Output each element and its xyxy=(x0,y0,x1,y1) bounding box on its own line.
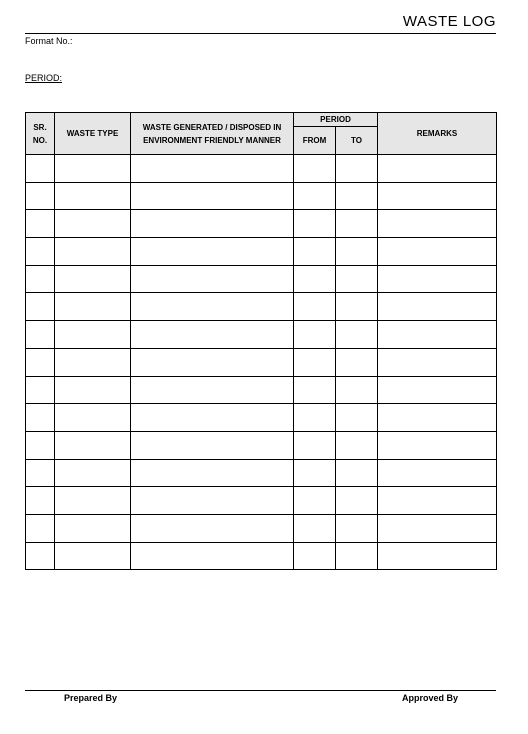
cell-waste-generated[interactable] xyxy=(131,238,294,266)
cell-to[interactable] xyxy=(336,431,378,459)
cell-sr-no[interactable] xyxy=(26,210,55,238)
cell-sr-no[interactable] xyxy=(26,155,55,183)
cell-to[interactable] xyxy=(336,376,378,404)
cell-waste-type[interactable] xyxy=(55,404,131,432)
table-row xyxy=(26,376,497,404)
cell-to[interactable] xyxy=(336,265,378,293)
cell-waste-type[interactable] xyxy=(55,265,131,293)
table-body xyxy=(26,155,497,570)
cell-sr-no[interactable] xyxy=(26,238,55,266)
cell-remarks[interactable] xyxy=(378,265,497,293)
cell-sr-no[interactable] xyxy=(26,514,55,542)
table-row xyxy=(26,348,497,376)
cell-remarks[interactable] xyxy=(378,376,497,404)
cell-waste-generated[interactable] xyxy=(131,404,294,432)
cell-to[interactable] xyxy=(336,348,378,376)
cell-remarks[interactable] xyxy=(378,348,497,376)
cell-sr-no[interactable] xyxy=(26,265,55,293)
cell-waste-generated[interactable] xyxy=(131,459,294,487)
cell-remarks[interactable] xyxy=(378,293,497,321)
cell-remarks[interactable] xyxy=(378,155,497,183)
cell-waste-type[interactable] xyxy=(55,293,131,321)
cell-remarks[interactable] xyxy=(378,238,497,266)
cell-to[interactable] xyxy=(336,238,378,266)
table-row xyxy=(26,265,497,293)
cell-from[interactable] xyxy=(294,265,336,293)
cell-waste-generated[interactable] xyxy=(131,321,294,349)
cell-sr-no[interactable] xyxy=(26,182,55,210)
cell-waste-type[interactable] xyxy=(55,348,131,376)
table-row xyxy=(26,210,497,238)
cell-remarks[interactable] xyxy=(378,431,497,459)
table-row xyxy=(26,321,497,349)
cell-from[interactable] xyxy=(294,238,336,266)
cell-from[interactable] xyxy=(294,293,336,321)
cell-from[interactable] xyxy=(294,155,336,183)
approved-by-label: Approved By xyxy=(401,693,458,703)
col-header-from: FROM xyxy=(294,127,336,155)
table-row xyxy=(26,487,497,515)
cell-waste-generated[interactable] xyxy=(131,210,294,238)
cell-remarks[interactable] xyxy=(378,542,497,570)
table-row xyxy=(26,293,497,321)
cell-sr-no[interactable] xyxy=(26,321,55,349)
cell-sr-no[interactable] xyxy=(26,459,55,487)
cell-waste-type[interactable] xyxy=(55,155,131,183)
cell-to[interactable] xyxy=(336,182,378,210)
cell-waste-generated[interactable] xyxy=(131,487,294,515)
cell-to[interactable] xyxy=(336,459,378,487)
cell-remarks[interactable] xyxy=(378,182,497,210)
prepared-by-label: Prepared By xyxy=(64,693,118,703)
cell-from[interactable] xyxy=(294,376,336,404)
cell-remarks[interactable] xyxy=(378,404,497,432)
cell-remarks[interactable] xyxy=(378,210,497,238)
col-header-waste-generated: WASTE GENERATED / DISPOSED IN ENVIRONMENT FRIENDLY MANNER xyxy=(131,113,294,155)
cell-waste-generated[interactable] xyxy=(131,514,294,542)
cell-waste-type[interactable] xyxy=(55,210,131,238)
cell-to[interactable] xyxy=(336,487,378,515)
cell-to[interactable] xyxy=(336,210,378,238)
cell-sr-no[interactable] xyxy=(26,431,55,459)
cell-to[interactable] xyxy=(336,293,378,321)
cell-to[interactable] xyxy=(336,514,378,542)
cell-waste-generated[interactable] xyxy=(131,182,294,210)
cell-from[interactable] xyxy=(294,321,336,349)
cell-to[interactable] xyxy=(336,155,378,183)
header-divider xyxy=(25,33,496,34)
cell-from[interactable] xyxy=(294,542,336,570)
col-header-period: PERIOD xyxy=(294,113,378,127)
format-no-label: Format No.: xyxy=(25,36,73,46)
cell-from[interactable] xyxy=(294,348,336,376)
cell-waste-type[interactable] xyxy=(55,238,131,266)
cell-waste-generated[interactable] xyxy=(131,348,294,376)
col-header-sr-no: SR. NO. xyxy=(26,113,55,155)
cell-sr-no[interactable] xyxy=(26,542,55,570)
table-row xyxy=(26,404,497,432)
cell-waste-type[interactable] xyxy=(55,431,131,459)
cell-waste-type[interactable] xyxy=(55,376,131,404)
cell-from[interactable] xyxy=(294,431,336,459)
table-row xyxy=(26,459,497,487)
page-title: WASTE LOG xyxy=(402,13,496,30)
table-row xyxy=(26,514,497,542)
cell-waste-type[interactable] xyxy=(55,542,131,570)
cell-sr-no[interactable] xyxy=(26,293,55,321)
period-label: PERIOD: xyxy=(25,73,63,83)
col-header-to: TO xyxy=(336,127,378,155)
cell-to[interactable] xyxy=(336,321,378,349)
cell-from[interactable] xyxy=(294,459,336,487)
cell-from[interactable] xyxy=(294,210,336,238)
cell-from[interactable] xyxy=(294,182,336,210)
cell-sr-no[interactable] xyxy=(26,376,55,404)
col-header-waste-type: WASTE TYPE xyxy=(55,113,131,155)
table-row xyxy=(26,238,497,266)
table-row xyxy=(26,431,497,459)
cell-from[interactable] xyxy=(294,487,336,515)
table-row xyxy=(26,182,497,210)
cell-from[interactable] xyxy=(294,514,336,542)
cell-waste-generated[interactable] xyxy=(131,376,294,404)
cell-remarks[interactable] xyxy=(378,321,497,349)
cell-waste-generated[interactable] xyxy=(131,542,294,570)
cell-remarks[interactable] xyxy=(378,514,497,542)
cell-sr-no[interactable] xyxy=(26,487,55,515)
cell-sr-no[interactable] xyxy=(26,404,55,432)
cell-from[interactable] xyxy=(294,404,336,432)
cell-to[interactable] xyxy=(336,542,378,570)
cell-waste-type[interactable] xyxy=(55,459,131,487)
cell-waste-generated[interactable] xyxy=(131,431,294,459)
table-row xyxy=(26,155,497,183)
cell-waste-generated[interactable] xyxy=(131,155,294,183)
cell-waste-type[interactable] xyxy=(55,487,131,515)
cell-waste-generated[interactable] xyxy=(131,265,294,293)
cell-remarks[interactable] xyxy=(378,487,497,515)
cell-remarks[interactable] xyxy=(378,459,497,487)
cell-waste-generated[interactable] xyxy=(131,293,294,321)
cell-waste-type[interactable] xyxy=(55,321,131,349)
footer-divider xyxy=(25,690,496,691)
waste-log-table xyxy=(25,112,497,570)
cell-sr-no[interactable] xyxy=(26,348,55,376)
col-header-remarks: REMARKS xyxy=(378,113,497,155)
cell-waste-type[interactable] xyxy=(55,514,131,542)
table-row xyxy=(26,542,497,570)
cell-waste-type[interactable] xyxy=(55,182,131,210)
cell-to[interactable] xyxy=(336,404,378,432)
